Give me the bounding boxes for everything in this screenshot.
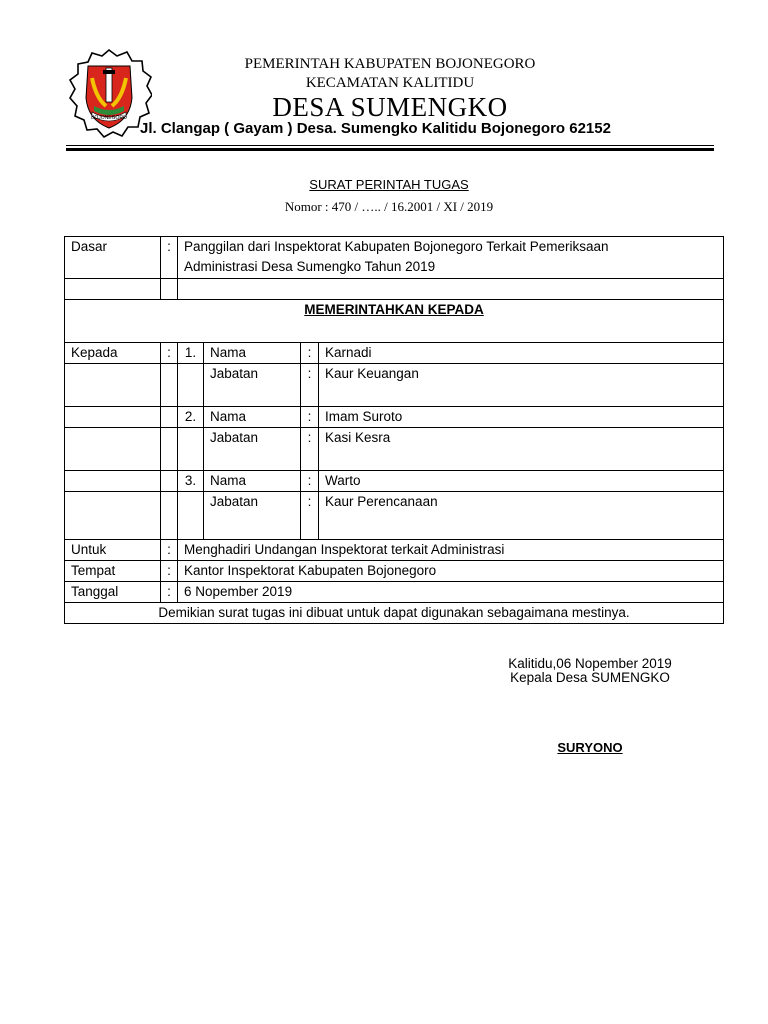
kepada-label: Kepada [65, 343, 161, 364]
colon: : [301, 343, 319, 364]
document-title: SURAT PERINTAH TUGAS [309, 177, 469, 192]
person-3-number: 3. [178, 471, 204, 492]
person-2-name: Imam Suroto [319, 407, 724, 428]
row-person-3-position [65, 492, 724, 540]
row-person-2-name [65, 407, 724, 428]
colon: : [161, 540, 178, 561]
header-district: KECAMATAN KALITIDU [305, 75, 475, 91]
blank-cell [65, 279, 161, 300]
tempat-value: Kantor Inspektorat Kabupaten Bojonegoro [178, 561, 724, 582]
person-1-name: Karnadi [319, 343, 724, 364]
row-closing [65, 603, 724, 624]
blank-cell [178, 364, 204, 407]
document-number: Nomor : 470 / ….. / 16.2001 / XI / 2019 [284, 199, 494, 214]
blank-cell [178, 428, 204, 471]
row-person-3-name [65, 471, 724, 492]
instruction-heading: MEMERINTAHKAN KEPADA [65, 300, 724, 343]
blank-cell [161, 364, 178, 407]
colon: : [161, 343, 178, 364]
tanggal-value: 6 Nopember 2019 [178, 582, 724, 603]
blank-cell [178, 279, 724, 300]
row-tempat [65, 561, 724, 582]
dasar-label: Dasar [65, 237, 161, 279]
signature-name: SURYONO [557, 740, 623, 755]
header-address: Jl. Clangap ( Gayam ) Desa. Sumengko Kalitidu Bojonegoro 62152 [140, 120, 611, 137]
closing-statement: Demikian surat tugas ini dibuat untuk dapat digunakan sebagaimana mestinya. [65, 603, 724, 624]
jabatan-label: Jabatan [204, 428, 301, 471]
blank-cell [65, 471, 161, 492]
colon: : [161, 237, 178, 279]
jabatan-label: Jabatan [204, 492, 301, 540]
person-1-number: 1. [178, 343, 204, 364]
blank-cell [65, 364, 161, 407]
header-rule-thick [66, 148, 714, 151]
colon: : [161, 561, 178, 582]
colon: : [301, 364, 319, 407]
nama-label: Nama [204, 471, 301, 492]
row-person-1-position [65, 364, 724, 407]
blank-cell [161, 407, 178, 428]
person-1-position: Kaur Keuangan [319, 364, 724, 407]
colon: : [301, 407, 319, 428]
blank-cell [161, 428, 178, 471]
row-untuk [65, 540, 724, 561]
colon: : [301, 492, 319, 540]
person-2-number: 2. [178, 407, 204, 428]
blank-cell [178, 492, 204, 540]
untuk-label: Untuk [65, 540, 161, 561]
colon: : [301, 471, 319, 492]
dasar-line-1: Panggilan dari Inspektorat Kabupaten Bojonegoro Terkait Pemeriksaan [184, 239, 609, 254]
header-village: DESA SUMENGKO [272, 92, 508, 122]
blank-cell [65, 407, 161, 428]
row-blank [65, 279, 724, 300]
dasar-line-2: Administrasi Desa Sumengko Tahun 2019 [184, 259, 436, 274]
nama-label: Nama [204, 407, 301, 428]
row-tanggal [65, 582, 724, 603]
row-dasar [65, 237, 724, 279]
signature-place-date: Kalitidu,06 Nopember 2019 [508, 656, 672, 671]
blank-cell [161, 471, 178, 492]
nama-label: Nama [204, 343, 301, 364]
signature-position: Kepala Desa SUMENGKO [510, 670, 670, 685]
colon: : [161, 582, 178, 603]
person-3-name: Warto [319, 471, 724, 492]
assignment-table [64, 236, 724, 624]
row-person-1-name [65, 343, 724, 364]
person-3-position: Kaur Perencanaan [319, 492, 724, 540]
person-2-position: Kasi Kesra [319, 428, 724, 471]
dasar-value [178, 237, 724, 279]
tanggal-label: Tanggal [65, 582, 161, 603]
header-government: PEMERINTAH KABUPATEN BOJONEGORO [244, 56, 536, 72]
blank-cell [65, 492, 161, 540]
blank-cell [161, 279, 178, 300]
header-rule-thin [66, 145, 714, 146]
colon: : [301, 428, 319, 471]
blank-cell [161, 492, 178, 540]
tempat-label: Tempat [65, 561, 161, 582]
svg-text:BOJONEGORO: BOJONEGORO [91, 115, 127, 121]
row-person-2-position [65, 428, 724, 471]
untuk-value: Menghadiri Undangan Inspektorat terkait Administrasi [178, 540, 724, 561]
blank-cell [65, 428, 161, 471]
jabatan-label: Jabatan [204, 364, 301, 407]
row-instruction-heading [65, 300, 724, 343]
